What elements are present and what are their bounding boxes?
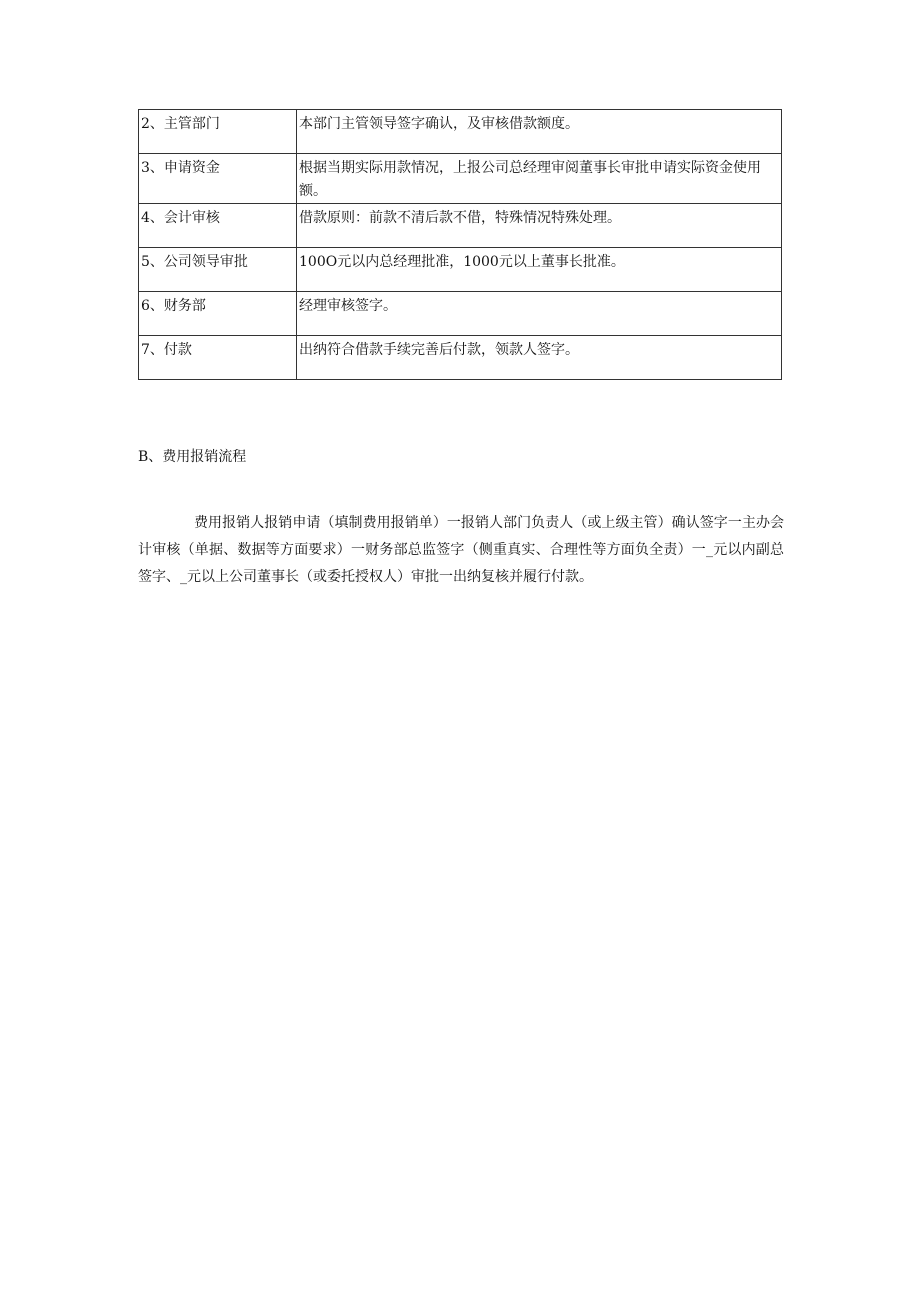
section-heading: B、费用报销流程 [138,449,247,465]
description-cell: 经理审核签字。 [297,292,782,336]
description-cell: 100O元以内总经理批准，1000元以上董事长批准。 [297,248,782,292]
step-cell: 7、付款 [139,336,297,380]
reimbursement-process-paragraph: 费用报销人报销申请（填制费用报销单）一报销人部门负责人（或上级主管）确认签字一主办会计审核（单据、数据等方面要求）一财务部总监签字（侧重真实、合理性等方面负全责）一_元以内副总签字、_元以上公司董事长（或委托授权人）审批一出纳复核并履行付款。 [138,515,784,585]
table-row [139,248,782,292]
table-row [139,292,782,336]
description-cell: 借款原则：前款不清后款不借，特殊情况特殊处理。 [297,204,782,248]
table-row [139,154,782,204]
step-cell: 3、申请资金 [139,154,297,204]
description-cell: 出纳符合借款手续完善后付款，领款人签字。 [297,336,782,380]
loan-process-table [138,109,782,380]
description-cell: 本部门主管领导签字确认，及审核借款额度。 [297,110,782,154]
description-cell: 根据当期实际用款情况，上报公司总经理审阅董事长审批申请实际资金使用额。 [297,154,782,204]
step-cell: 4、会计审核 [139,204,297,248]
step-cell: 2、主管部门 [139,110,297,154]
table-row [139,110,782,154]
step-cell: 5、公司领导审批 [139,248,297,292]
step-cell: 6、财务部 [139,292,297,336]
table-row [139,204,782,248]
table-row [139,336,782,380]
